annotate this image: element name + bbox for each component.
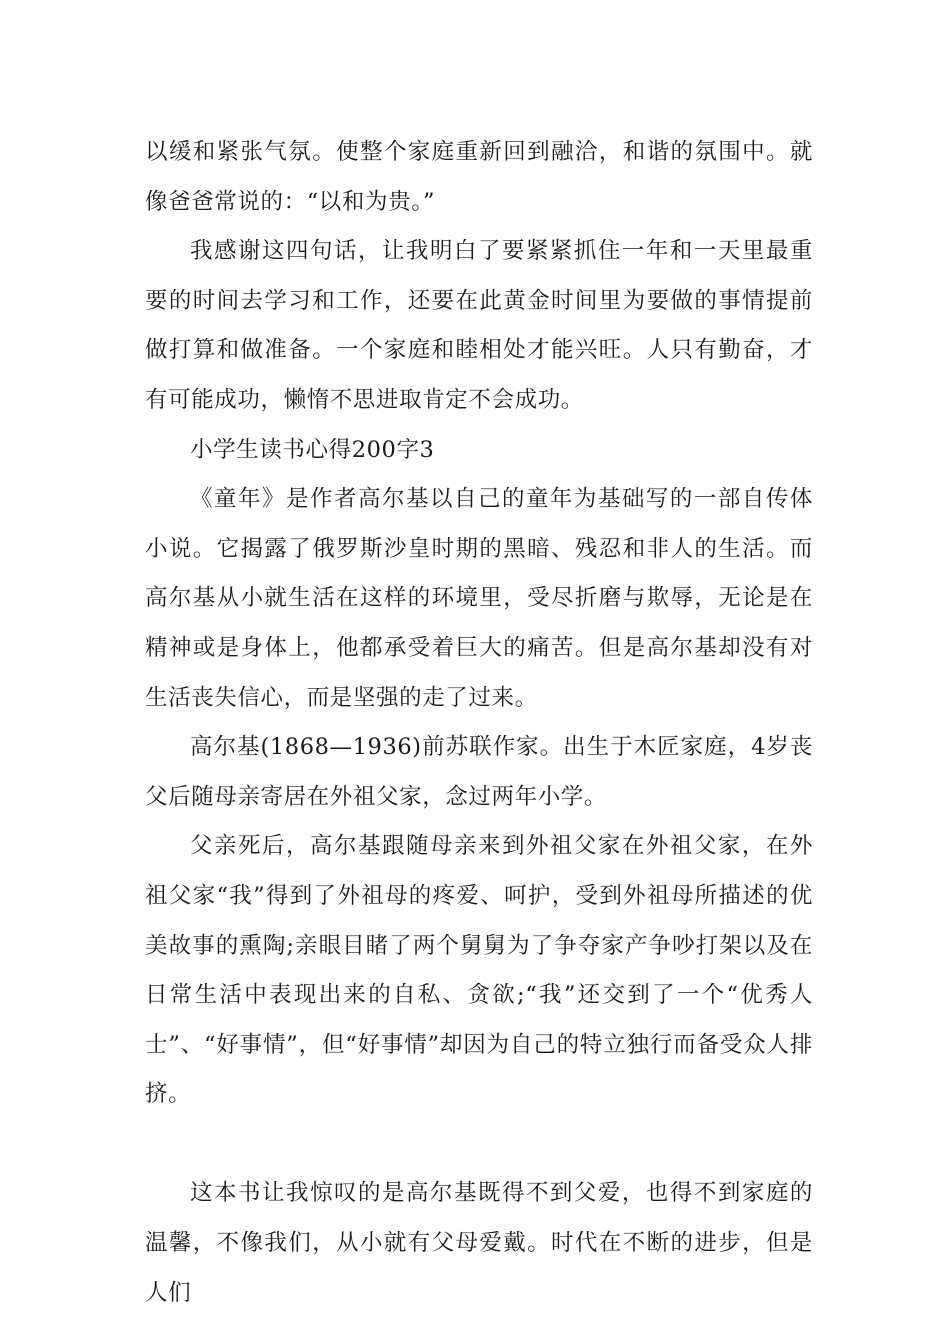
paragraph-childhood-intro: 《童年》是作者高尔基以自己的童年为基础写的一部自传体小说。它揭露了俄罗斯沙皇时期的黑暗、残忍和非人的生活。而高尔基从小就生活在这样的环境里，受尽折磨与欺辱，无论是在精神或是身体上，他都承受着巨大的痛苦。但是高尔基却没有对生活丧失信心，而是坚强的走了过来。 (145, 486, 813, 711)
section-heading: 小学生读书心得200字3 (190, 436, 435, 463)
document-body (145, 128, 813, 1318)
paragraph-reflection: 这本书让我惊叹的是高尔基既得不到父爱，也得不到家庭的温馨，不像我们，从小就有父母爱戴。时代在不断的进步，但是人们 (145, 1180, 813, 1306)
paragraph-gorky-bio: 高尔基(1868—1936)前苏联作家。出生于木匠家庭，4岁丧父后随母亲寄居在外祖父家，念过两年小学。 (145, 734, 813, 810)
paragraph-gratitude: 我感谢这四句话，让我明白了要紧紧抓住一年和一天里最重要的时间去学习和工作，还要在此黄金时间里为要做的事情提前做打算和做准备。一个家庭和睦相处才能兴旺。人只有勤奋，才有可能成功，懒惰不思进取肯定不会成功。 (145, 238, 813, 413)
paragraph-continuation: 以缓和紧张气氛。使整个家庭重新回到融洽，和谐的氛围中。就像爸爸常说的：“以和为贵。” (145, 139, 813, 215)
paragraph-grandfather-home: 父亲死后，高尔基跟随母亲来到外祖父家在外祖父家，在外祖父家“我”得到了外祖母的疼爱、呵护，受到外祖母所描述的优美故事的熏陶;亲眼目睹了两个舅舅为了争夺家产争吵打架以及在日常生活中表现出来的自私、贪欲;“我”还交到了一个“优秀人士”、“好事情”，但“好事情”却因为自己的特立独行而备受众人排挤。 (145, 833, 813, 1108)
